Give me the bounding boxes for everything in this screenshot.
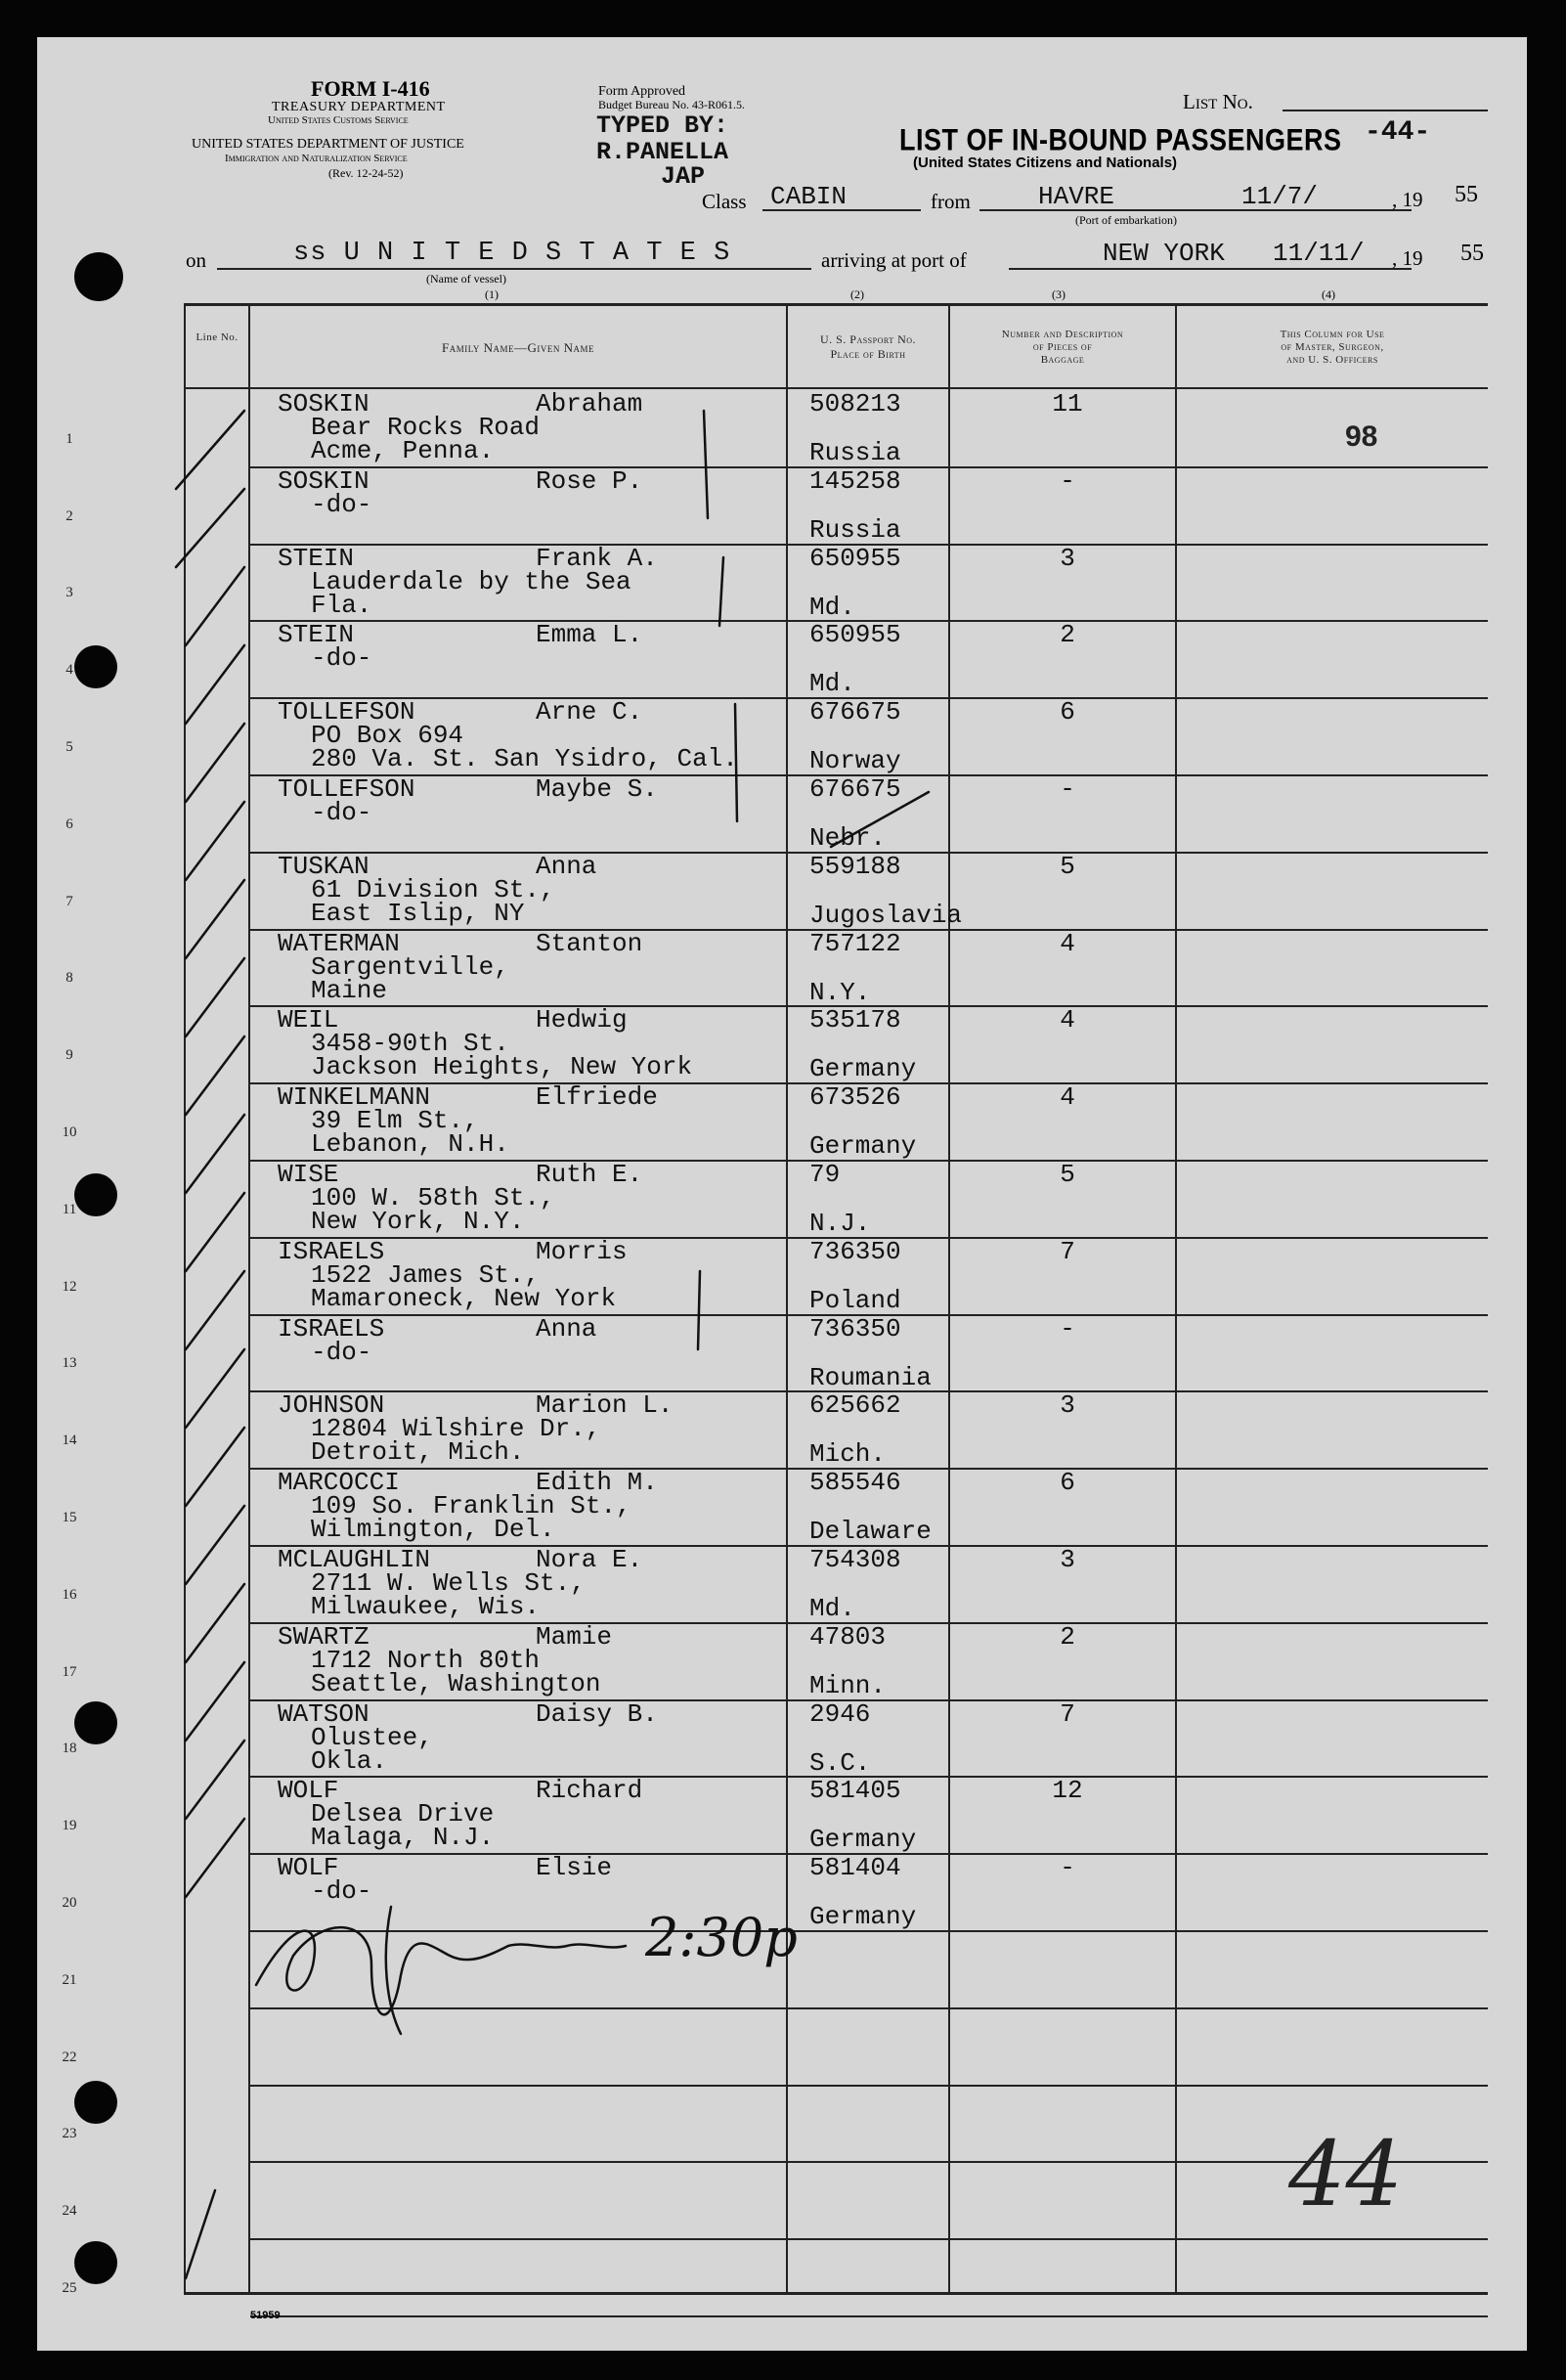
passenger-family-name: TUSKAN (278, 852, 370, 881)
baggage-count: 7 (1060, 1237, 1075, 1266)
form-approved: Form Approved (598, 84, 686, 99)
row-line-number: 20 (62, 1895, 77, 1911)
passenger-family-name: JOHNSON (278, 1390, 385, 1420)
bracket-mark (719, 557, 723, 626)
passenger-family-name: SOSKIN (278, 389, 370, 419)
passenger-family-name: TOLLEFSON (278, 774, 415, 804)
passenger-address-line2: Okla. (311, 1746, 388, 1776)
tick-mark (186, 1193, 244, 1271)
passenger-address-line1: 109 So. Franklin St., (311, 1491, 631, 1521)
place-of-birth: Norway (809, 746, 901, 775)
row-line-number: 25 (62, 2280, 77, 2296)
passenger-given-name: Emma L. (536, 620, 643, 649)
place-of-birth: N.J. (809, 1209, 871, 1238)
passenger-address-line1: Delsea Drive (311, 1799, 495, 1829)
col-header-baggage-line3: Baggage (1040, 354, 1085, 366)
passenger-address-line1: -do- (311, 643, 372, 673)
passenger-family-name: WATERMAN (278, 929, 400, 958)
passenger-address-line2: Seattle, Washington (311, 1669, 601, 1698)
place-of-birth: Germany (809, 1054, 917, 1083)
passenger-given-name: Marion L. (536, 1390, 674, 1420)
row-line-number: 3 (65, 585, 73, 600)
tick-mark (186, 880, 244, 958)
passenger-given-name: Abraham (536, 389, 643, 419)
departure-year-prefix: , 19 (1392, 188, 1423, 211)
handwritten-time: 2:30p (645, 1907, 798, 1968)
passenger-address-line2: Fla. (311, 591, 372, 620)
tick-mark (186, 724, 244, 802)
passenger-family-name: ISRAELS (278, 1314, 385, 1344)
passenger-given-name: Richard (536, 1776, 643, 1805)
baggage-count: 12 (1052, 1776, 1083, 1805)
baggage-count: 11 (1052, 389, 1083, 419)
passenger-family-name: MCLAUGHLIN (278, 1545, 431, 1574)
passport-number: 559188 (809, 852, 901, 881)
baggage-count: 3 (1060, 1545, 1075, 1574)
passenger-address-line2: Detroit, Mich. (311, 1437, 525, 1467)
baggage-count: - (1060, 1853, 1075, 1882)
passenger-address-line1: 1712 North 80th (311, 1646, 541, 1675)
passenger-family-name: WOLF (278, 1853, 339, 1882)
passenger-given-name: Stanton (536, 929, 643, 958)
passenger-address-line1: Olustee, (311, 1723, 433, 1752)
passenger-address-line2: Mamaroneck, New York (311, 1284, 617, 1313)
baggage-count: - (1060, 1314, 1075, 1344)
row-line-number: 16 (62, 1587, 77, 1603)
passenger-address-line1: -do- (311, 1876, 372, 1906)
row-line-number: 15 (62, 1510, 77, 1525)
footer-code: 51959 (250, 2310, 281, 2321)
customs-service: United States Customs Service (268, 114, 409, 126)
passenger-given-name: Mamie (536, 1622, 613, 1652)
list-no-value: -44- (1365, 117, 1431, 148)
passenger-address-line2: New York, N.Y. (311, 1207, 525, 1236)
place-of-birth: Russia (809, 515, 901, 545)
passenger-family-name: WATSON (278, 1699, 370, 1729)
passenger-family-name: TOLLEFSON (278, 697, 415, 727)
place-of-birth: Roumania (809, 1363, 932, 1392)
passenger-given-name: Daisy B. (536, 1699, 658, 1729)
list-no-label: List No. (1183, 90, 1253, 113)
place-of-birth: Russia (809, 438, 901, 467)
document-title: LIST OF IN-BOUND PASSENGERS (899, 123, 1342, 157)
passenger-address-line1: -do- (311, 1338, 372, 1367)
tick-mark (186, 1584, 244, 1662)
row-line-number: 14 (62, 1432, 77, 1448)
signature-loop (386, 1907, 401, 2034)
passenger-address-line1: 61 Division St., (311, 875, 555, 904)
passport-number: 757122 (809, 929, 901, 958)
class-value: CABIN (770, 182, 848, 211)
passenger-address-line1: 12804 Wilshire Dr., (311, 1414, 601, 1443)
passenger-given-name: Elsie (536, 1853, 613, 1882)
form-revision: (Rev. 12-24-52) (328, 166, 404, 180)
row-line-number: 4 (65, 662, 73, 678)
baggage-count: 6 (1060, 697, 1075, 727)
col-header-name: Family Name—Given Name (442, 340, 594, 355)
tick-mark (186, 1741, 244, 1819)
treasury-department: TREASURY DEPARTMENT (272, 100, 446, 114)
passport-number: 673526 (809, 1082, 901, 1112)
signature-scrawl (256, 1927, 626, 2014)
passenger-address-line2: Malaga, N.J. (311, 1823, 495, 1852)
passenger-address-line1: 2711 W. Wells St., (311, 1568, 586, 1598)
on-label: on (186, 248, 206, 272)
place-of-birth: Delaware (809, 1517, 932, 1546)
baggage-count: 7 (1060, 1699, 1075, 1729)
typist-initials: JAP (661, 162, 706, 191)
passenger-given-name: Arne C. (536, 697, 643, 727)
col-number-3: (3) (1052, 287, 1066, 301)
passport-number: 736350 (809, 1314, 901, 1344)
passport-number: 650955 (809, 544, 901, 573)
class-label: Class (702, 190, 747, 213)
place-of-birth: S.C. (809, 1748, 871, 1778)
passport-number: 581404 (809, 1853, 901, 1882)
place-of-birth: Jugoslavia (809, 901, 963, 930)
passenger-family-name: MARCOCCI (278, 1468, 400, 1497)
col-header-baggage-line1: Number and Description (1001, 329, 1124, 340)
passport-number: 79 (809, 1160, 841, 1189)
baggage-count: 5 (1060, 1160, 1075, 1189)
departure-year: 55 (1455, 182, 1478, 207)
vessel-caption: (Name of vessel) (426, 272, 506, 286)
tick-mark (831, 792, 929, 847)
passport-number: 145258 (809, 466, 901, 496)
arrival-port: NEW YORK (1103, 239, 1225, 268)
arrival-year: 55 (1460, 241, 1484, 266)
baggage-count: 4 (1060, 1082, 1075, 1112)
tick-mark (176, 411, 244, 489)
passenger-address-line1: 1522 James St., (311, 1260, 541, 1290)
passenger-given-name: Frank A. (536, 544, 658, 573)
tick-mark (186, 1662, 244, 1741)
col-number-1: (1) (485, 287, 499, 301)
passenger-given-name: Hedwig (536, 1005, 628, 1035)
passenger-given-name: Maybe S. (536, 774, 658, 804)
passenger-address-line2: Lebanon, N.H. (311, 1129, 509, 1159)
passport-number: 581405 (809, 1776, 901, 1805)
row-line-number: 23 (62, 2126, 77, 2141)
passenger-address-line2: 280 Va. St. San Ysidro, Cal. (311, 744, 738, 773)
budget-bureau: Budget Bureau No. 43-R061.5. (598, 98, 745, 111)
passenger-family-name: SOSKIN (278, 466, 370, 496)
passenger-address-line2: Jackson Heights, New York (311, 1052, 693, 1081)
tick-mark (186, 1271, 244, 1349)
baggage-count: 2 (1060, 1622, 1075, 1652)
handwritten-total: 44 (1288, 2122, 1404, 2226)
place-of-birth: Poland (809, 1286, 901, 1315)
row-line-number: 19 (62, 1818, 77, 1833)
justice-department: UNITED STATES DEPARTMENT OF JUSTICE (192, 137, 464, 152)
passenger-address-line1: PO Box 694 (311, 721, 464, 750)
immigration-service: Immigration and Naturalization Service (225, 153, 408, 164)
place-of-birth: Nebr. (809, 823, 887, 853)
from-label: from (931, 190, 971, 213)
passenger-address-line2: Milwaukee, Wis. (311, 1592, 541, 1621)
baggage-count: 5 (1060, 852, 1075, 881)
row-line-number: 8 (65, 970, 73, 986)
col-header-passport-line2: Place of Birth (830, 347, 906, 361)
row-line-number: 5 (65, 739, 73, 755)
col-number-4: (4) (1322, 287, 1335, 301)
passport-number: 585546 (809, 1468, 901, 1497)
passenger-given-name: Anna (536, 852, 597, 881)
passenger-address-line1: Sargentville, (311, 952, 509, 982)
tick-mark (186, 1819, 244, 1897)
passenger-address-line1: 39 Elm St., (311, 1106, 479, 1135)
passport-number: 2946 (809, 1699, 871, 1729)
tick-mark (186, 1349, 244, 1428)
row-line-number: 10 (62, 1124, 77, 1140)
baggage-count: 4 (1060, 1005, 1075, 1035)
tick-mark (186, 645, 244, 724)
passport-number: 625662 (809, 1390, 901, 1420)
baggage-count: - (1060, 466, 1075, 496)
tick-mark (186, 802, 244, 880)
baggage-count: 4 (1060, 929, 1075, 958)
passenger-family-name: WEIL (278, 1005, 339, 1035)
tick-mark (186, 1428, 244, 1506)
passenger-given-name: Anna (536, 1314, 597, 1344)
baggage-count: 6 (1060, 1468, 1075, 1497)
col-header-officers-line2: of Master, Surgeon, (1281, 341, 1384, 353)
vessel-name: ss U N I T E D S T A T E S (293, 239, 731, 268)
place-of-birth: Minn. (809, 1671, 887, 1700)
row-line-number: 12 (62, 1279, 77, 1295)
passenger-address-line1: Bear Rocks Road (311, 413, 541, 442)
col-header-baggage-line2: of Pieces of (1032, 341, 1093, 353)
bracket-mark (698, 1271, 700, 1349)
passenger-given-name: Rose P. (536, 466, 643, 496)
tick-mark (186, 1506, 244, 1584)
bracket-mark (704, 411, 708, 518)
row-line-number: 21 (62, 1972, 77, 1988)
port-of-embarkation: HAVRE (1038, 182, 1115, 211)
passport-number: 676675 (809, 697, 901, 727)
passenger-family-name: SWARTZ (278, 1622, 370, 1652)
passenger-address-line1: 3458-90th St. (311, 1029, 509, 1058)
row-line-number: 18 (62, 1741, 77, 1756)
passenger-family-name: WOLF (278, 1776, 339, 1805)
passenger-address-line1: Lauderdale by the Sea (311, 567, 631, 596)
row-line-number: 11 (62, 1202, 77, 1217)
departure-date: 11/7/ (1241, 182, 1319, 211)
passenger-given-name: Ruth E. (536, 1160, 643, 1189)
row-line-number: 7 (65, 894, 73, 909)
passport-number: 736350 (809, 1237, 901, 1266)
passenger-given-name: Nora E. (536, 1545, 643, 1574)
row-line-number: 1 (65, 431, 73, 447)
baggage-count: 3 (1060, 1390, 1075, 1420)
place-of-birth: Germany (809, 1825, 917, 1854)
row-line-number: 9 (65, 1047, 73, 1063)
passenger-address-line1: -do- (311, 798, 372, 827)
place-of-birth: Md. (809, 593, 855, 622)
passenger-family-name: ISRAELS (278, 1237, 385, 1266)
passenger-family-name: STEIN (278, 620, 355, 649)
passenger-given-name: Morris (536, 1237, 628, 1266)
bracket-mark (735, 704, 737, 821)
typed-by-label: TYPED BY: (596, 111, 729, 140)
baggage-count: - (1060, 774, 1075, 804)
passport-number: 676675 (809, 774, 901, 804)
place-of-birth: N.Y. (809, 978, 871, 1007)
row-line-number: 22 (62, 2049, 77, 2065)
passport-number: 535178 (809, 1005, 901, 1035)
baggage-count: 2 (1060, 620, 1075, 649)
arrival-date: 11/11/ (1273, 239, 1365, 268)
place-of-birth: Germany (809, 1131, 917, 1161)
passenger-address-line2: Acme, Penna. (311, 436, 495, 465)
port-caption: (Port of embarkation) (1075, 213, 1177, 227)
col-header-passport-line1: U. S. Passport No. (819, 332, 917, 346)
passenger-address-line1: 100 W. 58th St., (311, 1183, 555, 1212)
tick-mark (186, 958, 244, 1036)
tick-mark (186, 2190, 215, 2278)
place-of-birth: Md. (809, 1594, 855, 1623)
passenger-address-line2: Wilmington, Del. (311, 1515, 555, 1544)
tick-mark (186, 1036, 244, 1115)
place-of-birth: Germany (809, 1902, 917, 1931)
passport-number: 650955 (809, 620, 901, 649)
typist-name: R.PANELLA (596, 138, 729, 166)
passenger-address-line1: -do- (311, 490, 372, 519)
officers-note: 98 (1345, 420, 1378, 453)
passenger-family-name: WINKELMANN (278, 1082, 431, 1112)
place-of-birth: Mich. (809, 1439, 887, 1469)
col-header-line-no-text: Line No. (196, 331, 239, 343)
passenger-family-name: STEIN (278, 544, 355, 573)
arrival-year-prefix: , 19 (1392, 246, 1423, 270)
row-line-number: 13 (62, 1355, 77, 1371)
passport-number: 47803 (809, 1622, 887, 1652)
arriving-label: arriving at port of (821, 248, 967, 272)
col-header-officers-line1: This Column for Use (1280, 329, 1385, 340)
passenger-given-name: Edith M. (536, 1468, 658, 1497)
passenger-address-line2: Maine (311, 976, 388, 1005)
passenger-given-name: Elfriede (536, 1082, 658, 1112)
row-line-number: 2 (65, 508, 73, 524)
document-subtitle: (United States Citizens and Nationals) (913, 154, 1178, 171)
passenger-address-line2: East Islip, NY (311, 899, 525, 928)
place-of-birth: Md. (809, 669, 855, 698)
row-line-number: 6 (65, 816, 73, 832)
baggage-count: 3 (1060, 544, 1075, 573)
col-header-officers-line3: and U. S. Officers (1286, 354, 1378, 366)
row-line-number: 17 (62, 1664, 77, 1680)
tick-mark (176, 489, 244, 567)
row-line-number: 24 (62, 2203, 77, 2219)
passport-number: 754308 (809, 1545, 901, 1574)
col-number-2: (2) (850, 287, 864, 301)
tick-mark (186, 567, 244, 645)
passenger-family-name: WISE (278, 1160, 339, 1189)
tick-mark (186, 1115, 244, 1193)
passport-number: 508213 (809, 389, 901, 419)
form-number: FORM I-416 (311, 76, 430, 101)
